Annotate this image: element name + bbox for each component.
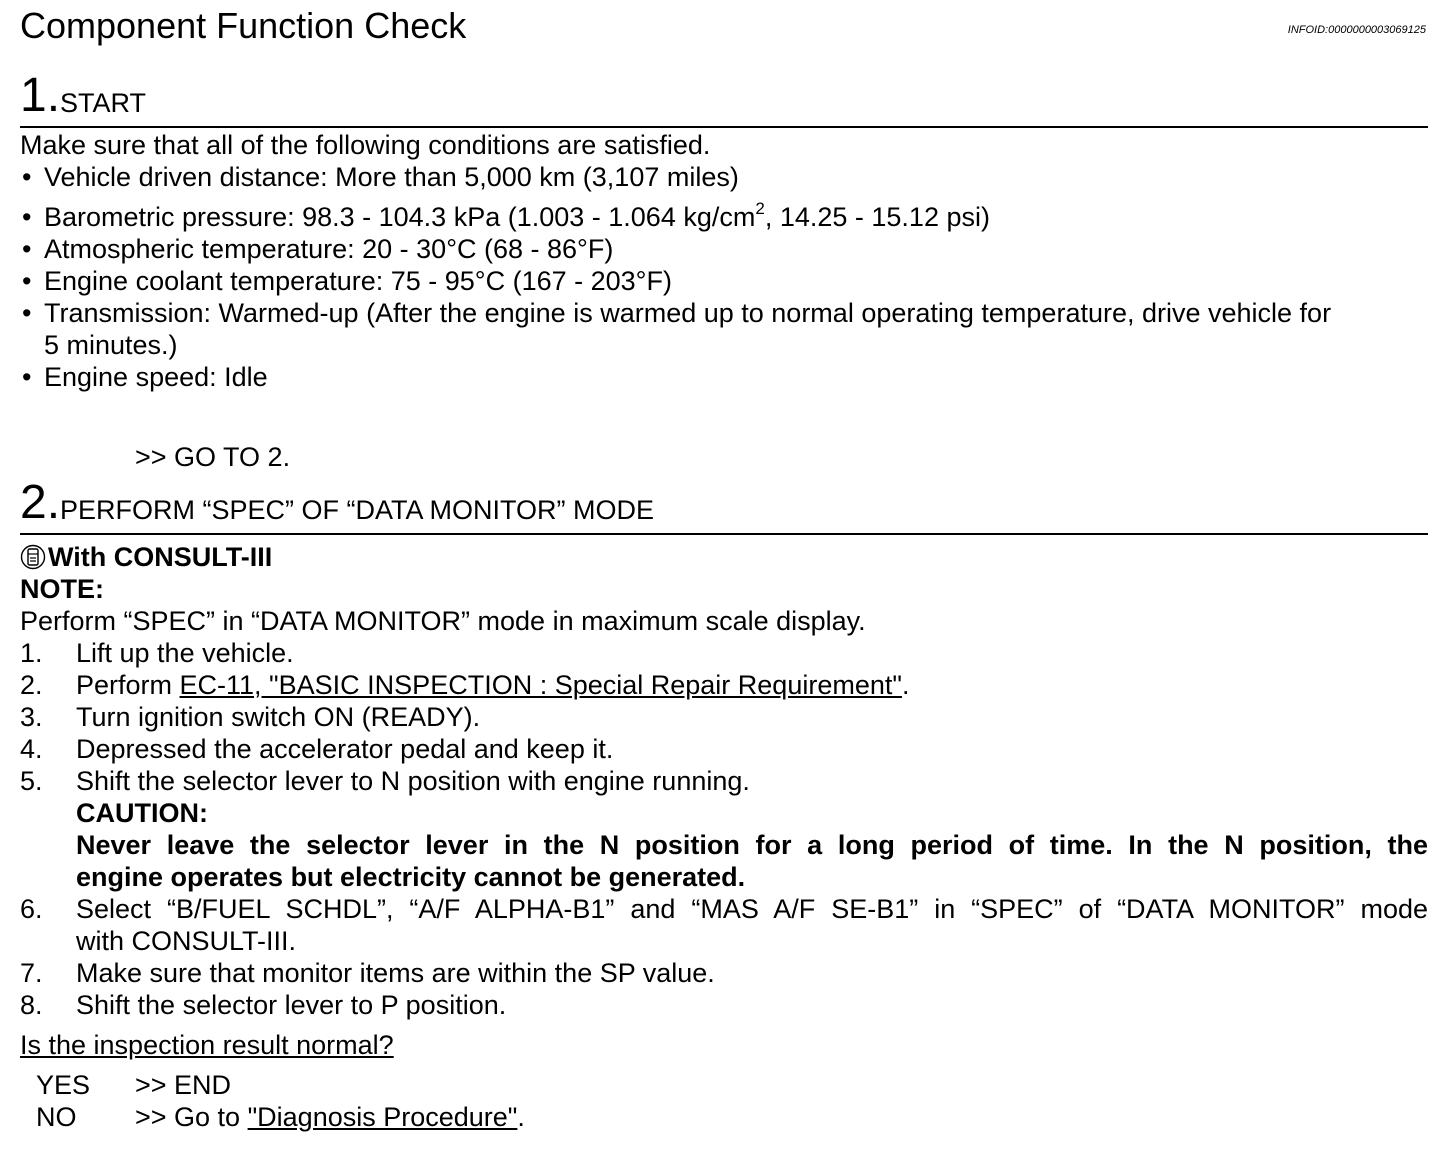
no-action-prefix: >> Go to	[135, 1102, 248, 1132]
condition-transmission-cont: 5 minutes.)	[44, 330, 178, 360]
condition-coolant-temp: Engine coolant temperature: 75 - 95°C (167 - 203°F)	[44, 266, 672, 296]
step-1-title: START	[60, 88, 147, 118]
diagnosis-procedure-link[interactable]: "Diagnosis Procedure"	[247, 1102, 518, 1132]
step-2-header	[20, 471, 1428, 535]
superscript-2: 2	[755, 199, 765, 218]
condition-engine-speed: Engine speed: Idle	[44, 362, 268, 392]
item-2-prefix: Perform	[76, 670, 180, 700]
yes-action: >> END	[135, 1070, 232, 1100]
procedure-item-7: Make sure that monitor items are within the SP value.	[76, 958, 715, 988]
procedure-item-6-cont: with CONSULT-III.	[76, 926, 297, 956]
procedure-item-1: Lift up the vehicle.	[76, 638, 294, 668]
item-number: 5.	[20, 766, 43, 796]
inspection-question: Is the inspection result normal?	[20, 1030, 394, 1060]
no-action	[135, 1101, 525, 1133]
step-2-title: PERFORM “SPEC” OF “DATA MONITOR” MODE	[60, 495, 654, 525]
procedure-item-5: Shift the selector lever to N position with engine running.	[76, 766, 750, 796]
note-label: NOTE:	[20, 574, 104, 604]
goto-step-2: >> GO TO 2.	[135, 442, 291, 472]
step-1-number: 1.	[20, 69, 61, 122]
condition-atmospheric-temp: Atmospheric temperature: 20 - 30°C (68 - 86°F)	[44, 234, 614, 264]
condition-pressure-text: Barometric pressure: 98.3 - 104.3 kPa (1.003 - 1.064 kg/cm	[44, 202, 756, 232]
caution-text-line-1: Never leave the selector lever in the N position for a long period of time. In the N position, the	[76, 830, 1428, 860]
procedure-item-2	[76, 669, 909, 701]
condition-pressure	[44, 201, 990, 233]
consult-tool-icon	[20, 544, 46, 570]
with-consult-label: With CONSULT-III	[48, 542, 273, 572]
with-consult-line	[20, 541, 272, 573]
no-action-suffix: .	[517, 1102, 525, 1132]
info-id: INFOID:0000000003069125	[1287, 24, 1426, 36]
item-number: 4.	[20, 734, 43, 764]
basic-inspection-link[interactable]: EC-11, "BASIC INSPECTION : Special Repair Requirement"	[179, 670, 902, 700]
step-2-number: 2.	[20, 476, 61, 529]
item-number: 6.	[20, 894, 43, 924]
step-1-header	[20, 64, 1428, 128]
bullet: •	[22, 266, 32, 296]
condition-transmission: Transmission: Warmed-up (After the engine is warmed up to normal operating temperature, drive vehicle for	[44, 298, 1332, 328]
procedure-item-8: Shift the selector lever to P position.	[76, 990, 507, 1020]
procedure-item-4: Depressed the accelerator pedal and keep it.	[76, 734, 614, 764]
note-text: Perform “SPEC” in “DATA MONITOR” mode in maximum scale display.	[20, 606, 866, 636]
bullet: •	[22, 234, 32, 264]
item-2-suffix: .	[901, 670, 910, 700]
caution-label: CAUTION:	[76, 798, 208, 828]
bullet: •	[22, 298, 32, 328]
yes-label: YES	[36, 1070, 91, 1100]
condition-distance: Vehicle driven distance: More than 5,000 km (3,107 miles)	[44, 162, 739, 192]
item-number: 8.	[20, 990, 43, 1020]
page-title: Component Function Check	[20, 5, 467, 46]
item-number: 3.	[20, 702, 43, 732]
procedure-item-6: Select “B/FUEL SCHDL”, “A/F ALPHA-B1” and “MAS A/F SE-B1” in “SPEC” of “DATA MONITOR” mode	[76, 894, 1428, 924]
step-1-intro: Make sure that all of the following conditions are satisfied.	[20, 130, 711, 160]
caution-text-line-2: engine operates but electricity cannot be generated.	[76, 862, 746, 892]
item-number: 1.	[20, 638, 43, 668]
bullet: •	[22, 362, 32, 392]
procedure-item-3: Turn ignition switch ON (READY).	[76, 702, 481, 732]
bullet: •	[22, 162, 32, 192]
bullet: •	[22, 202, 32, 232]
no-label: NO	[36, 1102, 77, 1132]
condition-pressure-tail: , 14.25 - 15.12 psi)	[764, 202, 990, 232]
item-number: 2.	[20, 670, 43, 700]
item-number: 7.	[20, 958, 43, 988]
